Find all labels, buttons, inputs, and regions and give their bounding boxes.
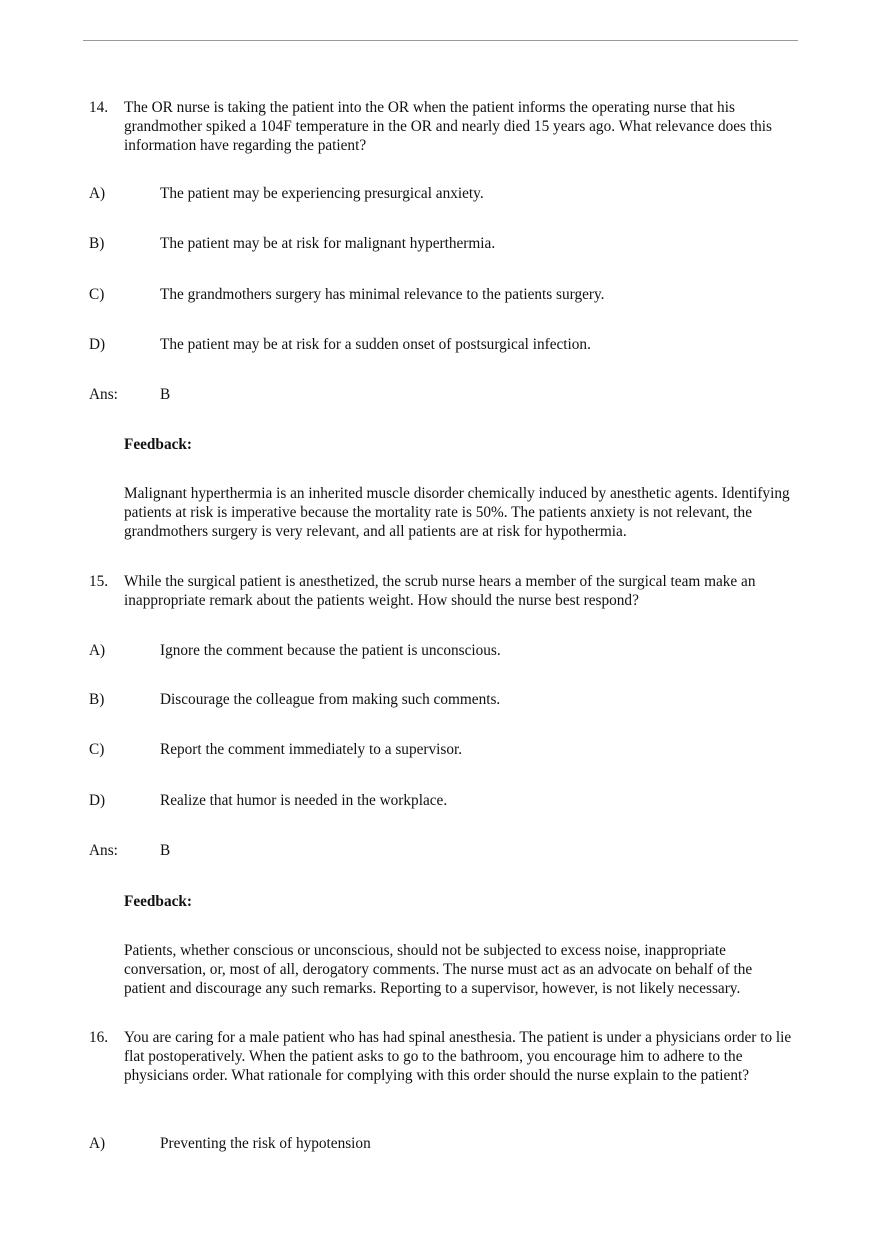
answer-value: B — [160, 386, 171, 403]
feedback-text: Malignant hyperthermia is an inherited muscle disorder chemically induced by anesthetic agents. Identifying patients at risk is imperative because the mortality rate is 50%. The patients anxiety is not relevant, the grandmothers surgery is very relevant, and all patients are at risk for hypothermia. — [124, 485, 790, 540]
option-label: A) — [89, 642, 106, 659]
option-text: Discourage the colleague from making such comments. — [160, 691, 501, 708]
option-text: The patient may be at risk for a sudden onset of postsurgical infection. — [160, 336, 591, 353]
feedback-text: Patients, whether conscious or unconscious, should not be subjected to excess noise, inappropriate conversation, or, most of all, derogatory comments. The nurse must act as an advocate on behalf of the patient and discourage any such remarks. Reporting to a supervisor, however, is not likely necessary. — [124, 942, 753, 997]
answer-label: Ans: — [89, 386, 118, 403]
question-text: The OR nurse is taking the patient into the OR when the patient informs the operating nurse that his grandmother spiked a 104F temperature in the OR and nearly died 15 years ago. What relevance does this information have regarding the patient? — [124, 99, 772, 154]
option-label: C) — [89, 286, 105, 303]
option-label: C) — [89, 741, 105, 758]
option-text: Ignore the comment because the patient is unconscious. — [160, 642, 501, 659]
option-text: The patient may be at risk for malignant hyperthermia. — [160, 235, 496, 252]
question-number: 16. — [89, 1029, 109, 1046]
option-text: Preventing the risk of hypotension — [160, 1135, 371, 1152]
question-text: You are caring for a male patient who has had spinal anesthesia. The patient is under a physicians order to lie flat postoperatively. When the patient asks to go to the bathroom, you encourage him to adhere to the physicians order. What rationale for complying with this order should the nurse explain to the patient? — [124, 1029, 792, 1084]
option-label: A) — [89, 1135, 106, 1152]
answer-value: B — [160, 842, 171, 859]
option-label: D) — [89, 792, 106, 809]
option-text: The patient may be experiencing presurgical anxiety. — [160, 185, 484, 202]
answer-label: Ans: — [89, 842, 118, 859]
feedback-heading: Feedback: — [124, 893, 192, 910]
option-text: Report the comment immediately to a supervisor. — [160, 741, 463, 758]
option-label: A) — [89, 185, 106, 202]
option-label: D) — [89, 336, 106, 353]
option-label: B) — [89, 691, 105, 708]
option-label: B) — [89, 235, 105, 252]
header-rule — [83, 40, 798, 41]
question-number: 15. — [89, 573, 109, 590]
option-text: The grandmothers surgery has minimal relevance to the patients surgery. — [160, 286, 605, 303]
option-text: Realize that humor is needed in the workplace. — [160, 792, 448, 809]
question-text: While the surgical patient is anesthetized, the scrub nurse hears a member of the surgical team make an inappropriate remark about the patients weight. How should the nurse best respond? — [124, 573, 756, 609]
question-number: 14. — [89, 99, 109, 116]
feedback-heading: Feedback: — [124, 436, 192, 453]
